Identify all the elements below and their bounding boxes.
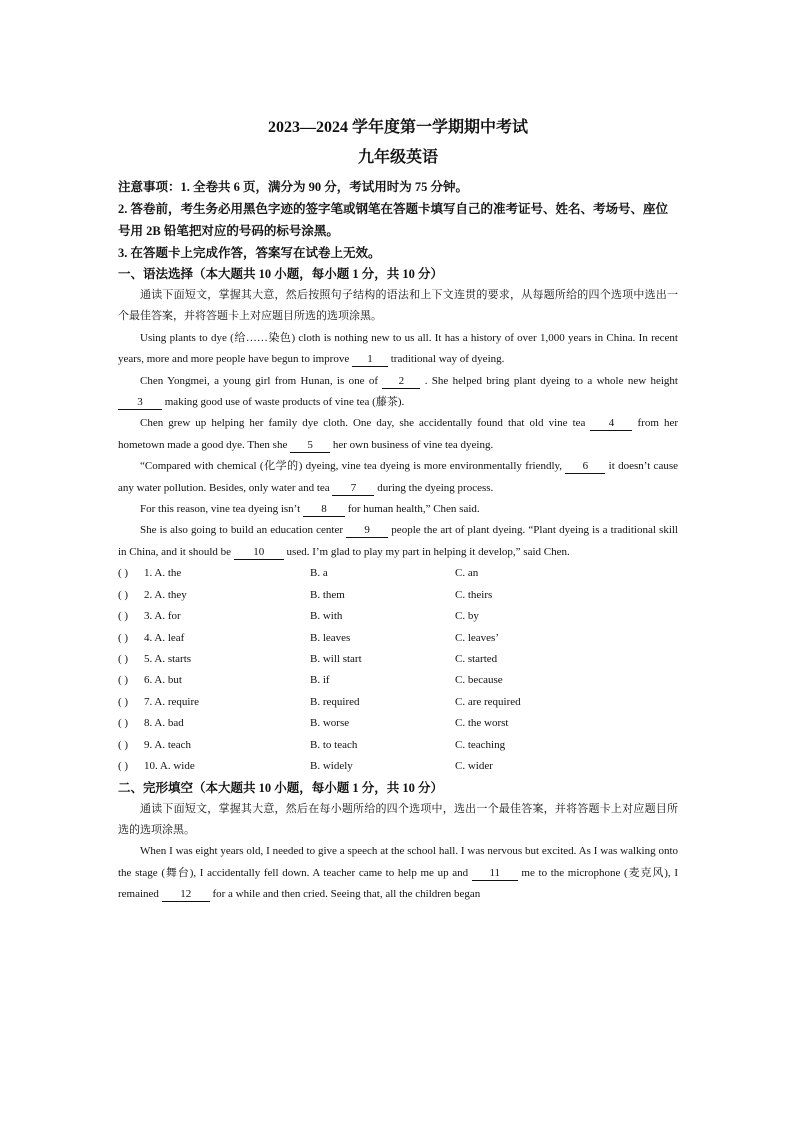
option-c: C. an bbox=[455, 567, 479, 580]
option-c: C. theirs bbox=[455, 588, 493, 601]
option-a: 6. A. but bbox=[144, 674, 182, 687]
option-b: B. widely bbox=[310, 760, 353, 773]
passage1-paragraph-2: Chen Yongmei, a young girl from Hunan, is one of 2 . She helped bring plant dyeing to a whole new height 3 making good use of waste products of vine tea (藤茶). bbox=[118, 371, 678, 414]
option-a: 4. A. leaf bbox=[144, 631, 185, 644]
option-a: 7. A. require bbox=[144, 695, 199, 708]
option-row bbox=[118, 713, 678, 734]
blank-9: 9 bbox=[346, 523, 388, 538]
blank-11: 11 bbox=[472, 866, 518, 881]
section2-heading: 二、完形填空（本大题共 10 小题，每小题 1 分，共 10 分） bbox=[118, 780, 444, 795]
option-b: B. required bbox=[310, 695, 360, 708]
option-b: B. with bbox=[310, 610, 343, 623]
blank-8: 8 bbox=[303, 502, 345, 517]
answer-bracket[interactable]: ( ) bbox=[118, 653, 129, 666]
option-row bbox=[118, 585, 678, 606]
passage1-paragraph-3: Chen grew up helping her family dye cloth. One day, she accidentally found that old vine tea 4 from her hometown made a good dye. Then she 5 her own business of vine tea dyeing. bbox=[118, 417, 678, 451]
blank-10: 10 bbox=[234, 545, 284, 560]
section1-instruction: 通读下面短文，掌握其大意，然后按照句子结构的语法和上下文连贯的要求，从每题所给的四个选项中选出一个最佳答案，并将答题卡上对应题目所选的选项涂黑。 bbox=[118, 289, 678, 323]
option-a: 8. A. bad bbox=[144, 717, 184, 730]
option-b: B. to teach bbox=[310, 738, 358, 751]
option-row bbox=[118, 735, 678, 756]
option-row bbox=[118, 606, 678, 627]
blank-1: 1 bbox=[352, 352, 388, 367]
option-c: C. because bbox=[455, 674, 503, 687]
option-a: 5. A. starts bbox=[144, 653, 192, 666]
exam-notes bbox=[118, 176, 678, 264]
option-a: 9. A. teach bbox=[144, 738, 192, 751]
page-title: 2023—2024 学年度第一学期期中考试 bbox=[267, 119, 528, 136]
blank-5: 5 bbox=[290, 438, 330, 453]
section2-instruction: 通读下面短文，掌握其大意，然后在每小题所给的四个选项中，选出一个最佳答案，并将答题卡上对应题目所选的选项涂黑。 bbox=[118, 802, 678, 837]
section1-heading: 一、语法选择（本大题共 10 小题，每小题 1 分，共 10 分） bbox=[118, 267, 444, 281]
answer-bracket[interactable]: ( ) bbox=[118, 738, 129, 751]
answer-bracket[interactable]: ( ) bbox=[118, 717, 129, 730]
answer-bracket[interactable]: ( ) bbox=[118, 610, 129, 623]
option-b: B. if bbox=[310, 674, 330, 687]
option-b: B. a bbox=[310, 567, 328, 580]
option-a: 1. A. the bbox=[144, 567, 182, 580]
option-c: C. started bbox=[455, 653, 498, 666]
answer-bracket[interactable]: ( ) bbox=[118, 588, 129, 601]
passage1-paragraph-5: For this reason, vine tea dyeing isn’t 8 for human health,” Chen said. bbox=[140, 503, 480, 516]
note-2: 2. 答卷前，考生务必用黑色字迹的签字笔或钢笔在答题卡填写自己的准考证号、姓名、考场号、座位号用 2B 铅笔把对应的号码的标号涂黑。 bbox=[118, 202, 669, 238]
note-3: 3. 在答题卡上完成作答，答案写在试卷上无效。 bbox=[118, 246, 381, 260]
passage1-paragraph-6: She is also going to build an education center 9 people the art of plant dyeing. “Plant dyeing is a traditional skill in China, and it should be 10 used. I’m glad to play my part in helping it develop,” said Chen. bbox=[118, 524, 678, 558]
option-c: C. teaching bbox=[455, 738, 506, 751]
option-c: C. are required bbox=[455, 695, 521, 708]
option-row bbox=[118, 692, 678, 713]
blank-12: 12 bbox=[162, 887, 210, 902]
option-c: C. wider bbox=[455, 760, 493, 773]
option-c: C. by bbox=[455, 610, 479, 623]
option-row bbox=[118, 670, 678, 691]
option-c: C. leaves’ bbox=[455, 631, 499, 644]
option-b: B. will start bbox=[310, 653, 362, 666]
exam-page bbox=[118, 112, 678, 906]
answer-bracket[interactable]: ( ) bbox=[118, 631, 129, 644]
option-b: B. worse bbox=[310, 717, 350, 730]
option-row bbox=[118, 756, 678, 777]
blank-2: 2 bbox=[382, 374, 420, 389]
blank-4: 4 bbox=[590, 416, 632, 431]
blank-3: 3 bbox=[118, 395, 162, 410]
option-b: B. them bbox=[310, 588, 345, 601]
blank-7: 7 bbox=[332, 481, 374, 496]
option-row bbox=[118, 628, 678, 649]
answer-bracket[interactable]: ( ) bbox=[118, 674, 129, 687]
option-row bbox=[118, 563, 678, 584]
answer-bracket[interactable]: ( ) bbox=[118, 695, 129, 708]
option-a: 2. A. they bbox=[144, 588, 187, 601]
passage1-paragraph-1: Using plants to dye (给……染色) cloth is nothing new to us all. It has a history of over 1,000 years in China. In recent years, more and more people have begun to improve 1 traditional way of dyeing. bbox=[118, 331, 678, 366]
option-a: 3. A. for bbox=[144, 610, 181, 623]
option-a: 10. A. wide bbox=[144, 760, 195, 773]
passage2-paragraph-1: When I was eight years old, I needed to give a speech at the school hall. I was nervous but excited. As I was walking onto the stage (舞台), I accidentally fell down. A teacher came to help me up and 11 me to the microphone (麦克风), I remained 12 for a while and then cried. Seeing that, all the children began bbox=[118, 845, 679, 901]
note-1: 注意事项：1. 全卷共 6 页，满分为 90 分，考试用时为 75 分钟。 bbox=[118, 180, 469, 194]
passage1-paragraph-4: “Compared with chemical (化学的) dyeing, vine tea dyeing is more environmentally friendly, 6 it doesn’t cause any water pollution. Besides, only water and tea 7 during the dyeing process. bbox=[118, 460, 678, 494]
option-c: C. the worst bbox=[455, 717, 509, 730]
option-row bbox=[118, 649, 678, 670]
answer-bracket[interactable]: ( ) bbox=[118, 760, 129, 773]
page-subtitle: 九年级英语 bbox=[357, 149, 438, 166]
answer-bracket[interactable]: ( ) bbox=[118, 567, 129, 580]
blank-6: 6 bbox=[565, 459, 605, 474]
option-b: B. leaves bbox=[310, 631, 351, 644]
options-list bbox=[118, 563, 678, 777]
